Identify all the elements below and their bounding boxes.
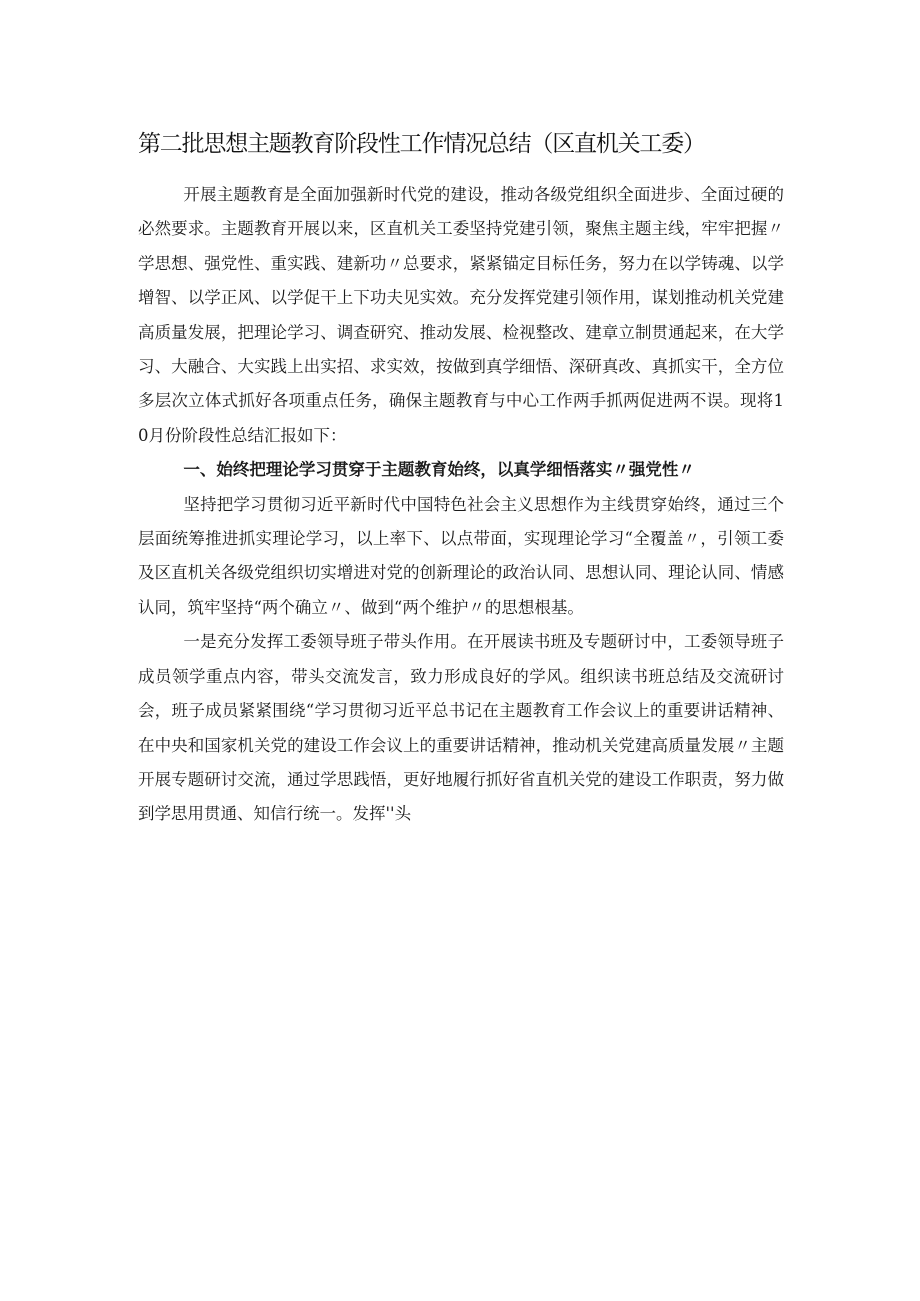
- intro-paragraph: 开展主题教育是全面加强新时代党的建设，推动各级党组织全面进步、全面过硬的必然要求。主题教育开展以来，区直机关工委坚持党建引领，聚焦主题主线，牢牢把握〃学思想、强党性、重实践、建新功〃总要求，紧紧锚定目标任务，努力在以学铸魂、以学增智、以学正风、以学促干上下功夫见实效。充分发挥党建引领作用，谋划推动机关党建高质量发展，把理论学习、调查研究、推动发展、检视整改、建章立制贯通起来，在大学习、大融合、大实践上出实招、求实效，按做到真学细悟、深研真改、真抓实干，全方位多层次立体式抓好各项重点任务，确保主题教育与中心工作两手抓两促进两不误。现将10月份阶段性总结汇报如下：: [138, 185, 784, 445]
- section-1-point-1-paragraph: 一是充分发挥工委领导班子带头作用。在开展读书班及专题研讨中，工委领导班子成员领学重点内容，带头交流发言，致力形成良好的学风。组织读书班总结及交流研讨会，班子成员紧紧围绕“学习贯彻习近平总书记在主题教育工作会议上的重要讲话精神、在中央和国家机关党的建设工作会议上的重要讲话精神，推动机关党建高质量发展〃主题开展专题研讨交流，通过学思践悟，更好地履行抓好省直机关党的建设工作职责，努力做到学思用贯通、知信行统一。发挥''头: [138, 632, 784, 824]
- section-heading-1: 一、始终把理论学习贯穿于主题教育始终，以真学细悟落实〃强党性〃: [183, 460, 695, 480]
- document-title: 第二批思想主题教育阶段性工作情况总结（区直机关工委）: [138, 131, 705, 157]
- document-body: [138, 178, 784, 832]
- section-1-paragraph: 坚持把学习贯彻习近平新时代中国特色社会主义思想作为主线贯穿始终，通过三个层面统筹推进抓实理论学习，以上率下、以点带面，实现理论学习“全覆盖〃，引领工委及区直机关各级党组织切实增进对党的创新理论的政治认同、思想认同、理论认同、情感认同，筑牢坚持“两个确立〃、做到“两个维护〃的思想根基。: [138, 494, 784, 617]
